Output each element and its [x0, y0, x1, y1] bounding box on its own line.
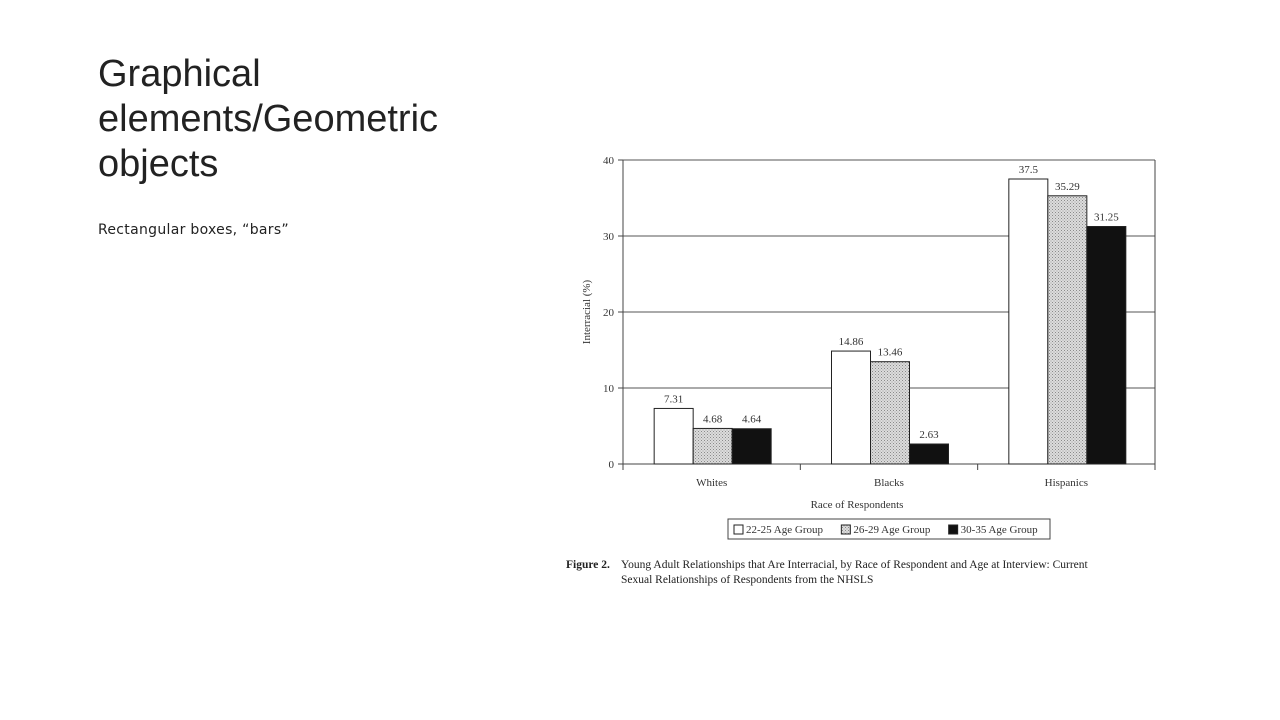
bar-0-2: [732, 429, 771, 464]
bar-0-1: [693, 428, 732, 464]
x-axis-title: Race of Respondents: [810, 499, 904, 511]
y-tick-label: 30: [603, 231, 614, 243]
slide-body-text: Rectangular boxes, “bars”: [98, 222, 289, 238]
x-category-label: Blacks: [874, 477, 904, 489]
bar-0-0: [654, 408, 693, 464]
bar-value-label: 4.64: [742, 413, 762, 426]
legend: [728, 519, 1050, 539]
bar-chart-figure: [560, 140, 1180, 600]
bar-value-label: 7.31: [664, 393, 684, 406]
bar-value-label: 13.46: [877, 346, 903, 359]
y-tick-label: 40: [603, 155, 614, 167]
legend-swatch: [949, 525, 958, 534]
x-category-label: Whites: [696, 477, 728, 489]
figure-caption-line: Sexual Relationships of Respondents from the NHSLS: [621, 574, 874, 586]
x-category-label: Hispanics: [1044, 477, 1089, 489]
bar-2-1: [1048, 196, 1087, 464]
bar-1-2: [910, 444, 949, 464]
legend-label: 30-35 Age Group: [960, 524, 1038, 536]
legend-swatch: [734, 525, 743, 534]
bar-2-0: [1009, 179, 1048, 464]
y-tick-label: 20: [603, 307, 614, 319]
bar-value-label: 37.5: [1018, 164, 1038, 176]
bar-value-label: 4.68: [703, 413, 723, 426]
bar-value-label: 2.63: [919, 429, 939, 442]
bar-value-label: 35.29: [1054, 180, 1080, 193]
y-axis-title: Interracial (%): [581, 279, 593, 345]
legend-swatch: [841, 525, 850, 534]
bar-1-1: [871, 362, 910, 464]
bar-value-label: 31.25: [1093, 211, 1119, 224]
legend-label: 26-29 Age Group: [853, 524, 931, 536]
y-tick-label: 0: [608, 459, 614, 471]
bar-value-label: 14.86: [838, 336, 864, 349]
figure-caption-line: Young Adult Relationships that Are Interracial, by Race of Respondent and Age at Interview: Current: [621, 559, 1088, 571]
bar-1-0: [832, 351, 871, 464]
y-tick-label: 10: [603, 383, 614, 395]
figure-caption: [566, 559, 1089, 586]
bar-2-2: [1087, 227, 1126, 465]
legend-label: 22-25 Age Group: [746, 524, 823, 536]
bars: [654, 179, 1126, 464]
figure-label: Figure 2.: [566, 559, 610, 571]
slide-title: Graphical elements/Geometric objects: [98, 53, 439, 185]
